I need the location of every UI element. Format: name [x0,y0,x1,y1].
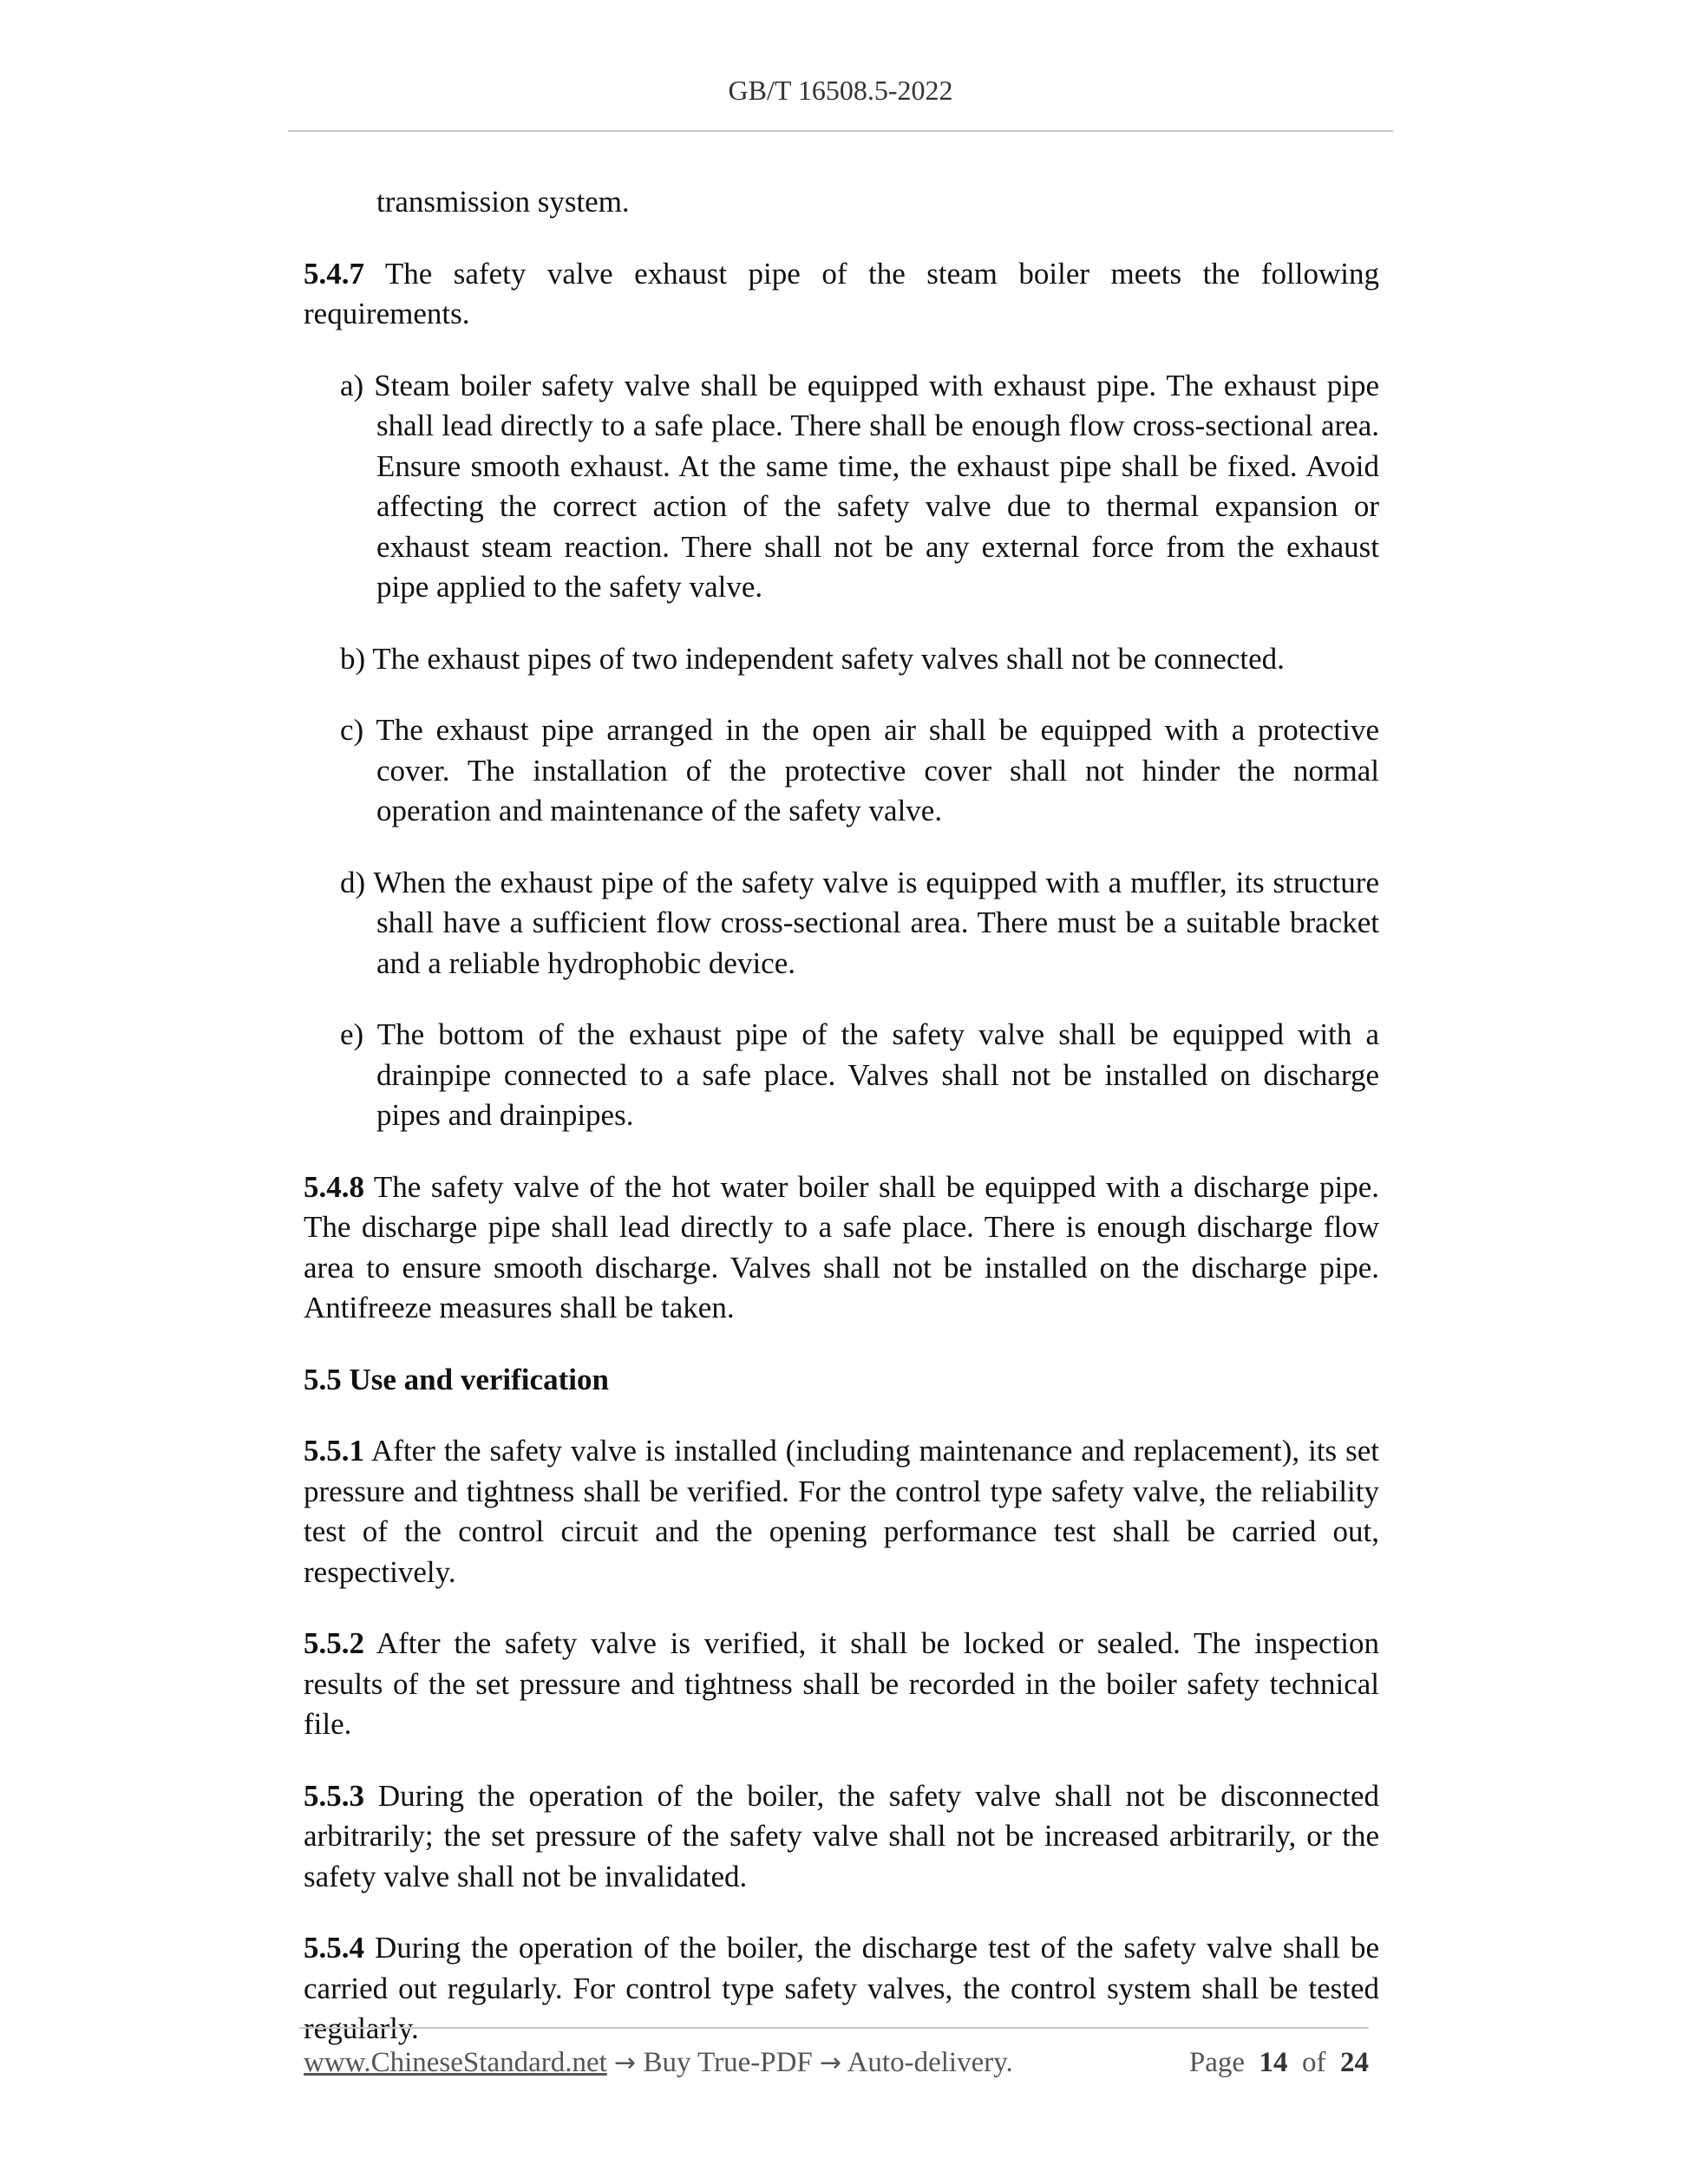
clause-number: 5.4.8 [304,1169,364,1204]
item-text: The exhaust pipes of two independent safety valves shall not be connected. [372,641,1285,676]
page-number: 14 [1259,2047,1288,2078]
arrow-right-icon: → [820,2048,842,2078]
item-label: e) [340,1017,364,1051]
footer-divider [299,2027,1369,2029]
of-word: of [1302,2047,1326,2078]
clause-text: During the operation of the boiler, the discharge test of the safety valve shall be carried out regularly. For control type safety valves, the control system shall be tested regularly. [304,1931,1379,2045]
item-text: The bottom of the exhaust pipe of the safety valve shall be equipped with a drainpipe connected to a safe place. Valves shall not be installed on discharge pipes and drainpipes. [376,1017,1380,1132]
section-heading-5-5: 5.5 Use and verification [304,1362,609,1396]
clause-number: 5.5.4 [304,1931,364,1965]
clause-text: The safety valve of the hot water boiler shall be equipped with a discharge pipe. The discharge pipe shall lead directly to a safe place. There is enough discharge flow area to ensure smooth discharge. Valves shall not be installed on the discharge pipe. Antifreeze measures shall be taken. [304,1169,1379,1324]
clause-text: During the operation of the boiler, the safety valve shall not be disconnected arbitrarily; the set pressure of the safety valve shall not be increased arbitrarily, or the safety valve shall not be invalidated. [304,1778,1379,1893]
clause-number: 5.4.7 [304,256,364,291]
clause-5-5-3 [304,1776,1379,1898]
page-footer [304,2047,1369,2079]
clause-number: 5.5.1 [304,1434,364,1468]
list-item-a [340,366,1379,608]
footer-promo [304,2047,1013,2079]
item-text: Steam boiler safety valve shall be equipped with exhaust pipe. The exhaust pipe shall lead directly to a safe place. There shall be enough flow cross-sectional area. Ensure smooth exhaust. At the same time, the exhaust pipe shall be fixed. Avoid affecting the correct action of the safety valve due to thermal expansion or exhaust steam reaction. There shall not be any external force from the exhaust pipe applied to the safety valve. [374,368,1379,604]
page-total: 24 [1340,2047,1369,2078]
clause-number: 5.5.2 [304,1626,364,1660]
clause-5-5-1 [304,1431,1379,1592]
item-label: a) [340,368,364,402]
clause-text: After the safety valve is installed (including maintenance and replacement), its set pressure and tightness shall be verified. For the control type safety valve, the reliability test of the control circuit and the opening performance test shall be carried out, respectively. [304,1434,1379,1589]
arrow-right-icon: → [614,2048,637,2078]
header-divider [288,130,1393,132]
continuation-text: transmission system. [376,185,630,219]
clause-text: The safety valve exhaust pipe of the steam boiler meets the following requirements. [304,256,1380,330]
clause-text: After the safety valve is verified, it shall be locked or sealed. The inspection results of the set pressure and tightness shall be recorded in the boiler safety technical file. [304,1626,1379,1741]
item-label: d) [340,865,366,899]
page-header: GB/T 16508.5-2022 [728,75,953,106]
delivery-text: Auto-delivery. [847,2047,1013,2078]
item-text: The exhaust pipe arranged in the open air shall be equipped with a protective cover. The installation of the protective cover shall not hinder the normal operation and maintenance of the safety valve. [376,713,1379,827]
page-word: Page [1188,2047,1245,2078]
clause-number: 5.5.3 [304,1778,364,1813]
item-label: b) [340,641,366,676]
item-label: c) [340,713,364,747]
list-item-e [340,1015,1379,1136]
item-text: When the exhaust pipe of the safety valve is equipped with a muffler, its structure shall have a sufficient flow cross-sectional area. There must be a suitable bracket and a reliable hydrophobic device. [373,865,1379,980]
website-link[interactable]: www.ChineseStandard.net [304,2047,607,2078]
clause-5-5-4 [304,1928,1379,2050]
clause-5-4-7 [304,254,1379,335]
list-item-d [340,863,1379,984]
buy-text: Buy True-PDF [643,2047,813,2078]
clause-5-5-2 [304,1624,1379,1745]
list-item-c [340,710,1379,832]
list-item-b [340,639,1379,680]
page-indicator [1189,2047,1369,2079]
document-body [304,182,1379,2081]
clause-5-4-8 [304,1167,1379,1329]
